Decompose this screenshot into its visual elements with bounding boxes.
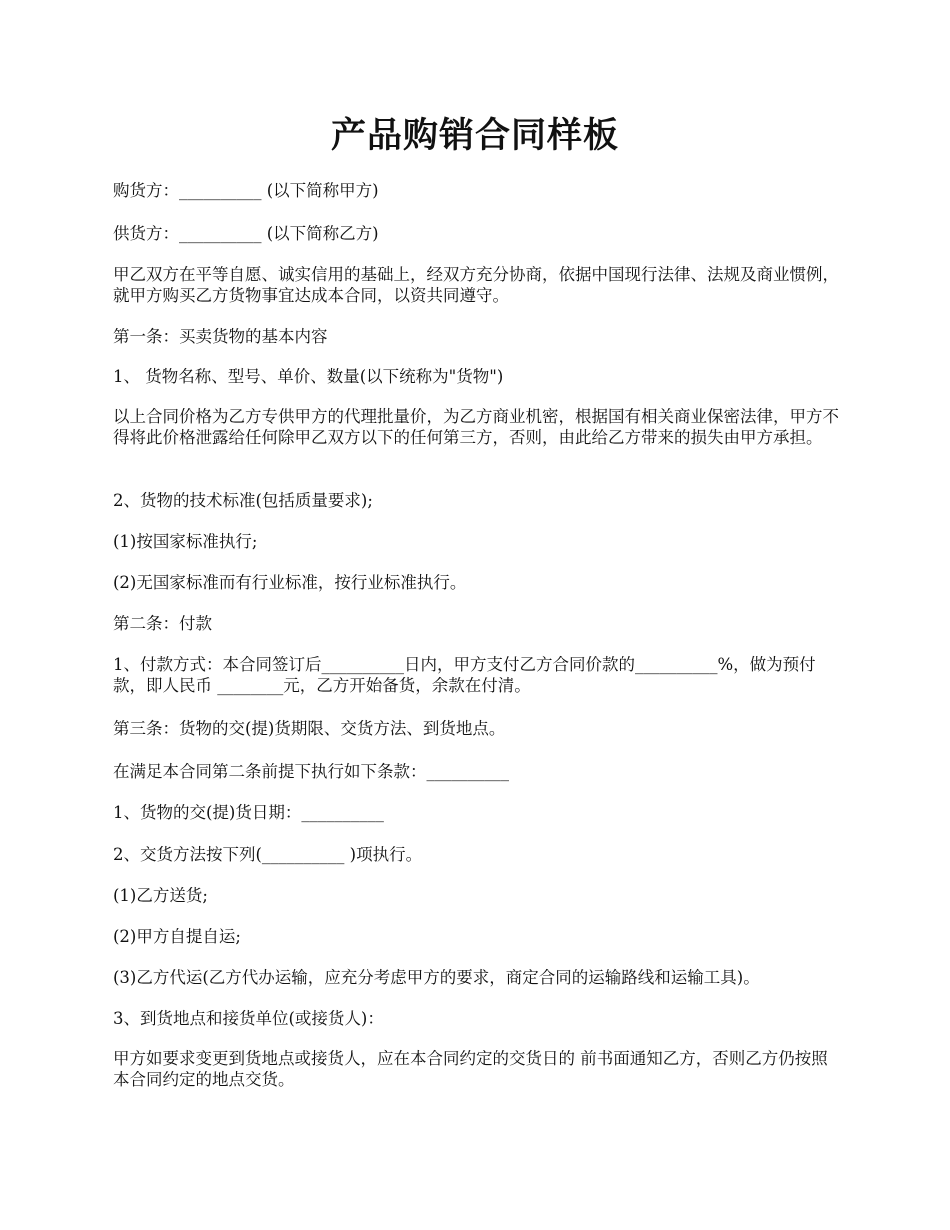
seller-delivers-option: (1)乙方送货; [113,886,208,905]
delivery-location-item: 3、到货地点和接货单位(或接货人)： [113,1009,384,1028]
supplier-line: 供货方：__________ (以下简称乙方) [113,224,379,243]
goods-description-item: 1、 货物名称、型号、单价、数量(以下统称为"货物") [113,367,504,386]
delivery-method-item: 2、交货方法按下列(__________ )项执行。 [113,845,423,864]
seller-shipping-option: (3)乙方代运(乙方代办运输，应充分考虑甲方的要求，商定合同的运输路线和运输工具)。 [113,968,760,987]
document-title: 产品购销合同样板 [330,115,619,156]
delivery-date-item: 1、货物的交(提)货日期：__________ [113,803,384,822]
buyer-line: 购货方：__________ (以下简称甲方) [113,181,379,200]
article-2-heading: 第二条：付款 [113,614,212,633]
buyer-pickup-option: (2)甲方自提自运; [113,927,241,946]
industry-standard-item: (2)无国家标准而有行业标准，按行业标准执行。 [113,573,467,592]
national-standard-item: (1)按国家标准执行; [113,532,258,551]
article-1-heading: 第一条：买卖货物的基本内容 [113,327,328,346]
payment-method-paragraph: 1、付款方式：本合同签订后__________日内，甲方支付乙方合同价款的__________%，做为预付款，即人民币 ________元，乙方开始备货，余款在付清。 [113,655,816,695]
article-3-heading: 第三条：货物的交(提)货期限、交货方法、到货地点。 [113,719,506,738]
price-confidentiality-paragraph: 以上合同价格为乙方专供甲方的代理批量价，为乙方商业机密，根据国有相关商业保密法律，甲方不得将此价格泄露给任何除甲乙双方以下的任何第三方，否则，由此给乙方带来的损失由甲方承担。 [113,407,839,447]
preamble-paragraph: 甲乙双方在平等自愿、诚实信用的基础上，经双方充分协商，依据中国现行法律、法规及商业惯例，就甲方购买乙方货物事宜达成本合同，以资共同遵守。 [113,265,839,305]
technical-standard-item: 2、货物的技术标准(包括质量要求); [113,491,373,510]
condition-line: 在满足本合同第二条前提下执行如下条款：__________ [113,762,509,781]
change-notice-paragraph: 甲方如要求变更到货地点或接货人，应在本合同约定的交货日的 前书面通知乙方，否则乙方仍按照本合同约定的地点交货。 [113,1049,828,1089]
